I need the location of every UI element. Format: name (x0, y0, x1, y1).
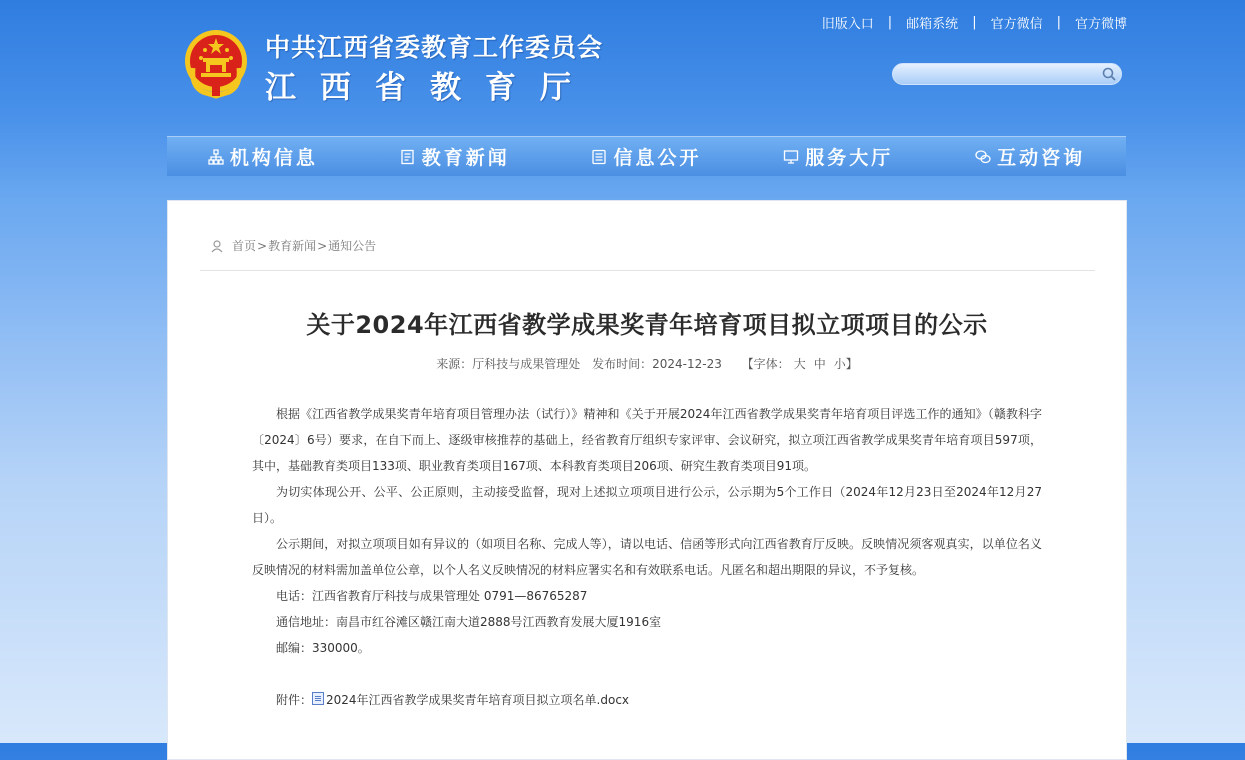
font-medium-button[interactable]: 中 (813, 357, 826, 371)
monitor-icon (783, 149, 799, 165)
font-suffix: 】 (845, 357, 858, 371)
search-icon[interactable] (1101, 66, 1117, 82)
word-document-icon (312, 692, 324, 705)
breadcrumb-home[interactable]: 首页 (232, 239, 257, 253)
search-input[interactable] (903, 64, 1107, 86)
attachment-filename: 2024年江西省教学成果奖青年培育项目拟立项名单.docx (326, 693, 630, 707)
article-paragraph: 为切实体现公开、公平、公正原则，主动接受监督，现对上述拟立项项目进行公示，公示期为5个工作日（2024年12月23日至2024年12月27日）。 (252, 485, 1042, 525)
nav-label: 教育新闻 (421, 147, 510, 169)
nav-interactive-consult[interactable] (934, 137, 1126, 176)
breadcrumb-edu-news[interactable]: 教育新闻 (268, 239, 317, 253)
search-box (892, 63, 1122, 85)
font-prefix: 【字体： (741, 357, 790, 371)
committee-title: 中共江西省委教育工作委员会 (265, 33, 604, 62)
top-links (822, 13, 1127, 32)
breadcrumb-notice[interactable]: 通知公告 (328, 239, 377, 253)
article-body (252, 401, 1042, 713)
link-separator: | (1056, 15, 1061, 30)
nav-label: 互动咨询 (997, 147, 1086, 169)
article-paragraph: 公示期间，对拟立项项目如有异议的（如项目名称、完成人等），请以电话、信函等形式向江西省教育厅反映。反映情况须客观真实，以单位名义反映情况的材料需加盖单位公章，以个人名义反映情况的材料应署实名和有效联系电话。凡匿名和超出期限的异议，不予复核。 (252, 537, 1042, 577)
document-icon (591, 149, 607, 165)
nav-service-hall[interactable] (742, 137, 934, 176)
nav-label: 机构信息 (229, 147, 318, 169)
article-panel (167, 200, 1127, 760)
chat-icon (975, 149, 991, 165)
contact-address: 通信地址：南昌市红谷滩区赣江南大道2888号江西教育发展大厦1916室 (276, 615, 662, 629)
breadcrumb-divider (200, 270, 1095, 271)
font-size-controls (742, 357, 858, 371)
link-separator: | (887, 15, 893, 30)
spacer (252, 661, 1042, 687)
nav-org-info[interactable] (167, 137, 359, 176)
breadcrumb (210, 237, 376, 254)
email-system-link[interactable]: 邮箱系统 (906, 17, 959, 32)
contact-phone: 电话：江西省教育厅科技与成果管理处 0791—86765287 (276, 589, 588, 603)
org-chart-icon (208, 149, 224, 165)
official-wechat-link[interactable]: 官方微信 (990, 17, 1043, 32)
article-title: 关于2024年江西省教学成果奖青年培育项目拟立项项目的公示 (306, 311, 988, 339)
breadcrumb-separator: > (257, 238, 268, 253)
link-separator: | (972, 15, 977, 30)
article-meta (168, 355, 1126, 372)
breadcrumb-separator: > (317, 238, 328, 253)
article-paragraph: 根据《江西省教学成果奖青年培育项目管理办法（试行）》精神和《关于开展2024年江西省教学成果奖青年培育项目评选工作的通知》（赣教科字〔2024〕6号）要求，在自下而上、逐级审核推荐的基础上，经省教育厅组织专家评审、会议研究，拟立项江西省教学成果奖青年培育项目597项，其中，基础教育类项目133项、职业教育类项目167项、本科教育类项目206项、研究生教育类项目91项。 (252, 407, 1042, 473)
nav-label: 服务大厅 (805, 147, 894, 169)
font-small-button[interactable]: 小 (833, 357, 846, 371)
nav-info-disclosure[interactable] (551, 137, 743, 176)
attachment-label: 附件： (276, 693, 313, 707)
attachment-line (252, 687, 1042, 713)
article-source: 来源：厅科技与成果管理处 (436, 357, 581, 371)
old-version-link[interactable]: 旧版入口 (821, 17, 874, 32)
department-title: 江西省教育厅 (265, 70, 595, 106)
nav-label: 信息公开 (613, 147, 702, 169)
postal-code: 邮编：330000。 (276, 641, 370, 655)
font-large-button[interactable]: 大 (793, 357, 806, 371)
national-emblem-icon (183, 28, 249, 100)
official-weibo-link[interactable]: 官方微博 (1074, 17, 1127, 32)
main-nav (167, 136, 1126, 176)
location-icon (210, 239, 224, 253)
news-icon (400, 149, 416, 165)
article-date: 发布时间：2024-12-23 (592, 357, 722, 371)
nav-edu-news[interactable] (359, 137, 551, 176)
attachment-link[interactable] (312, 693, 629, 707)
